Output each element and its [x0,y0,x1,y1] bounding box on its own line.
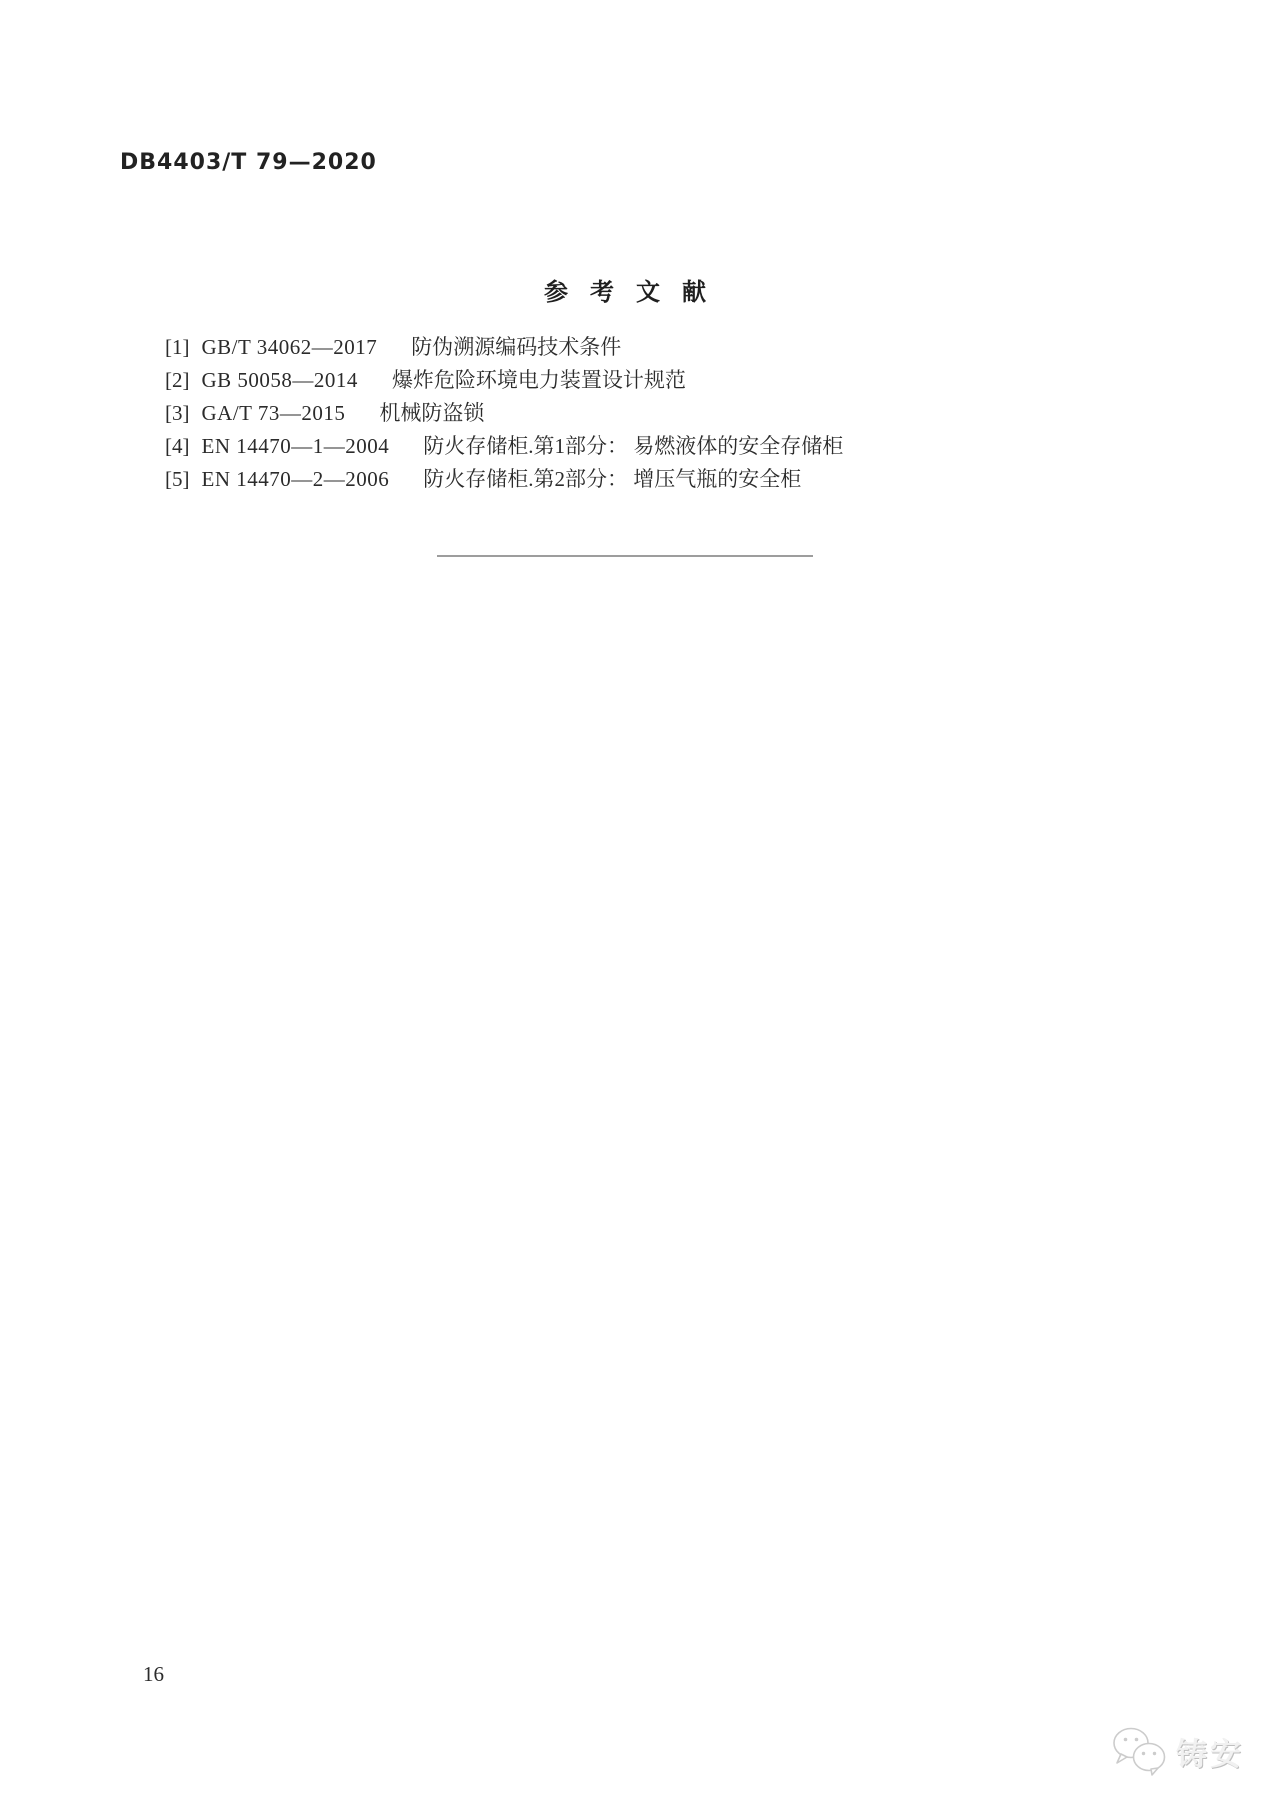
reference-item [165,331,1165,364]
reference-code: GB/T 34062—2017 [201,335,378,359]
end-of-document-rule [437,555,813,557]
wechat-icon [1110,1726,1168,1776]
page-number: 16 [143,1662,164,1686]
reference-code: EN 14470—2—2006 [201,467,390,491]
reference-title: 防火存储柜.第1部分： 易燃液体的安全存储柜 [423,434,844,458]
reference-number: [3] [165,401,190,425]
references-section-title: 参 考 文 献 [544,280,706,306]
reference-number: [2] [165,368,190,392]
reference-item [165,430,1165,463]
reference-number: [4] [165,434,190,458]
references-list [165,331,1165,496]
publisher-watermark [1110,1726,1244,1776]
reference-title: 防火存储柜.第2部分： 增压气瓶的安全柜 [423,467,802,491]
reference-number: [5] [165,467,190,491]
standard-number-header: DB4403/T 79—2020 [120,150,377,175]
reference-code: GB 50058—2014 [201,368,358,392]
reference-title: 防伪溯源编码技术条件 [411,335,622,359]
reference-item [165,397,1165,430]
reference-item [165,463,1165,496]
reference-number: [1] [165,335,190,359]
reference-title: 机械防盗锁 [379,401,485,425]
reference-code: GA/T 73—2015 [201,401,346,425]
watermark-brand-text: 铸安 [1176,1736,1244,1772]
reference-item [165,364,1165,397]
reference-code: EN 14470—1—2004 [201,434,390,458]
reference-title: 爆炸危险环境电力装置设计规范 [391,368,686,392]
